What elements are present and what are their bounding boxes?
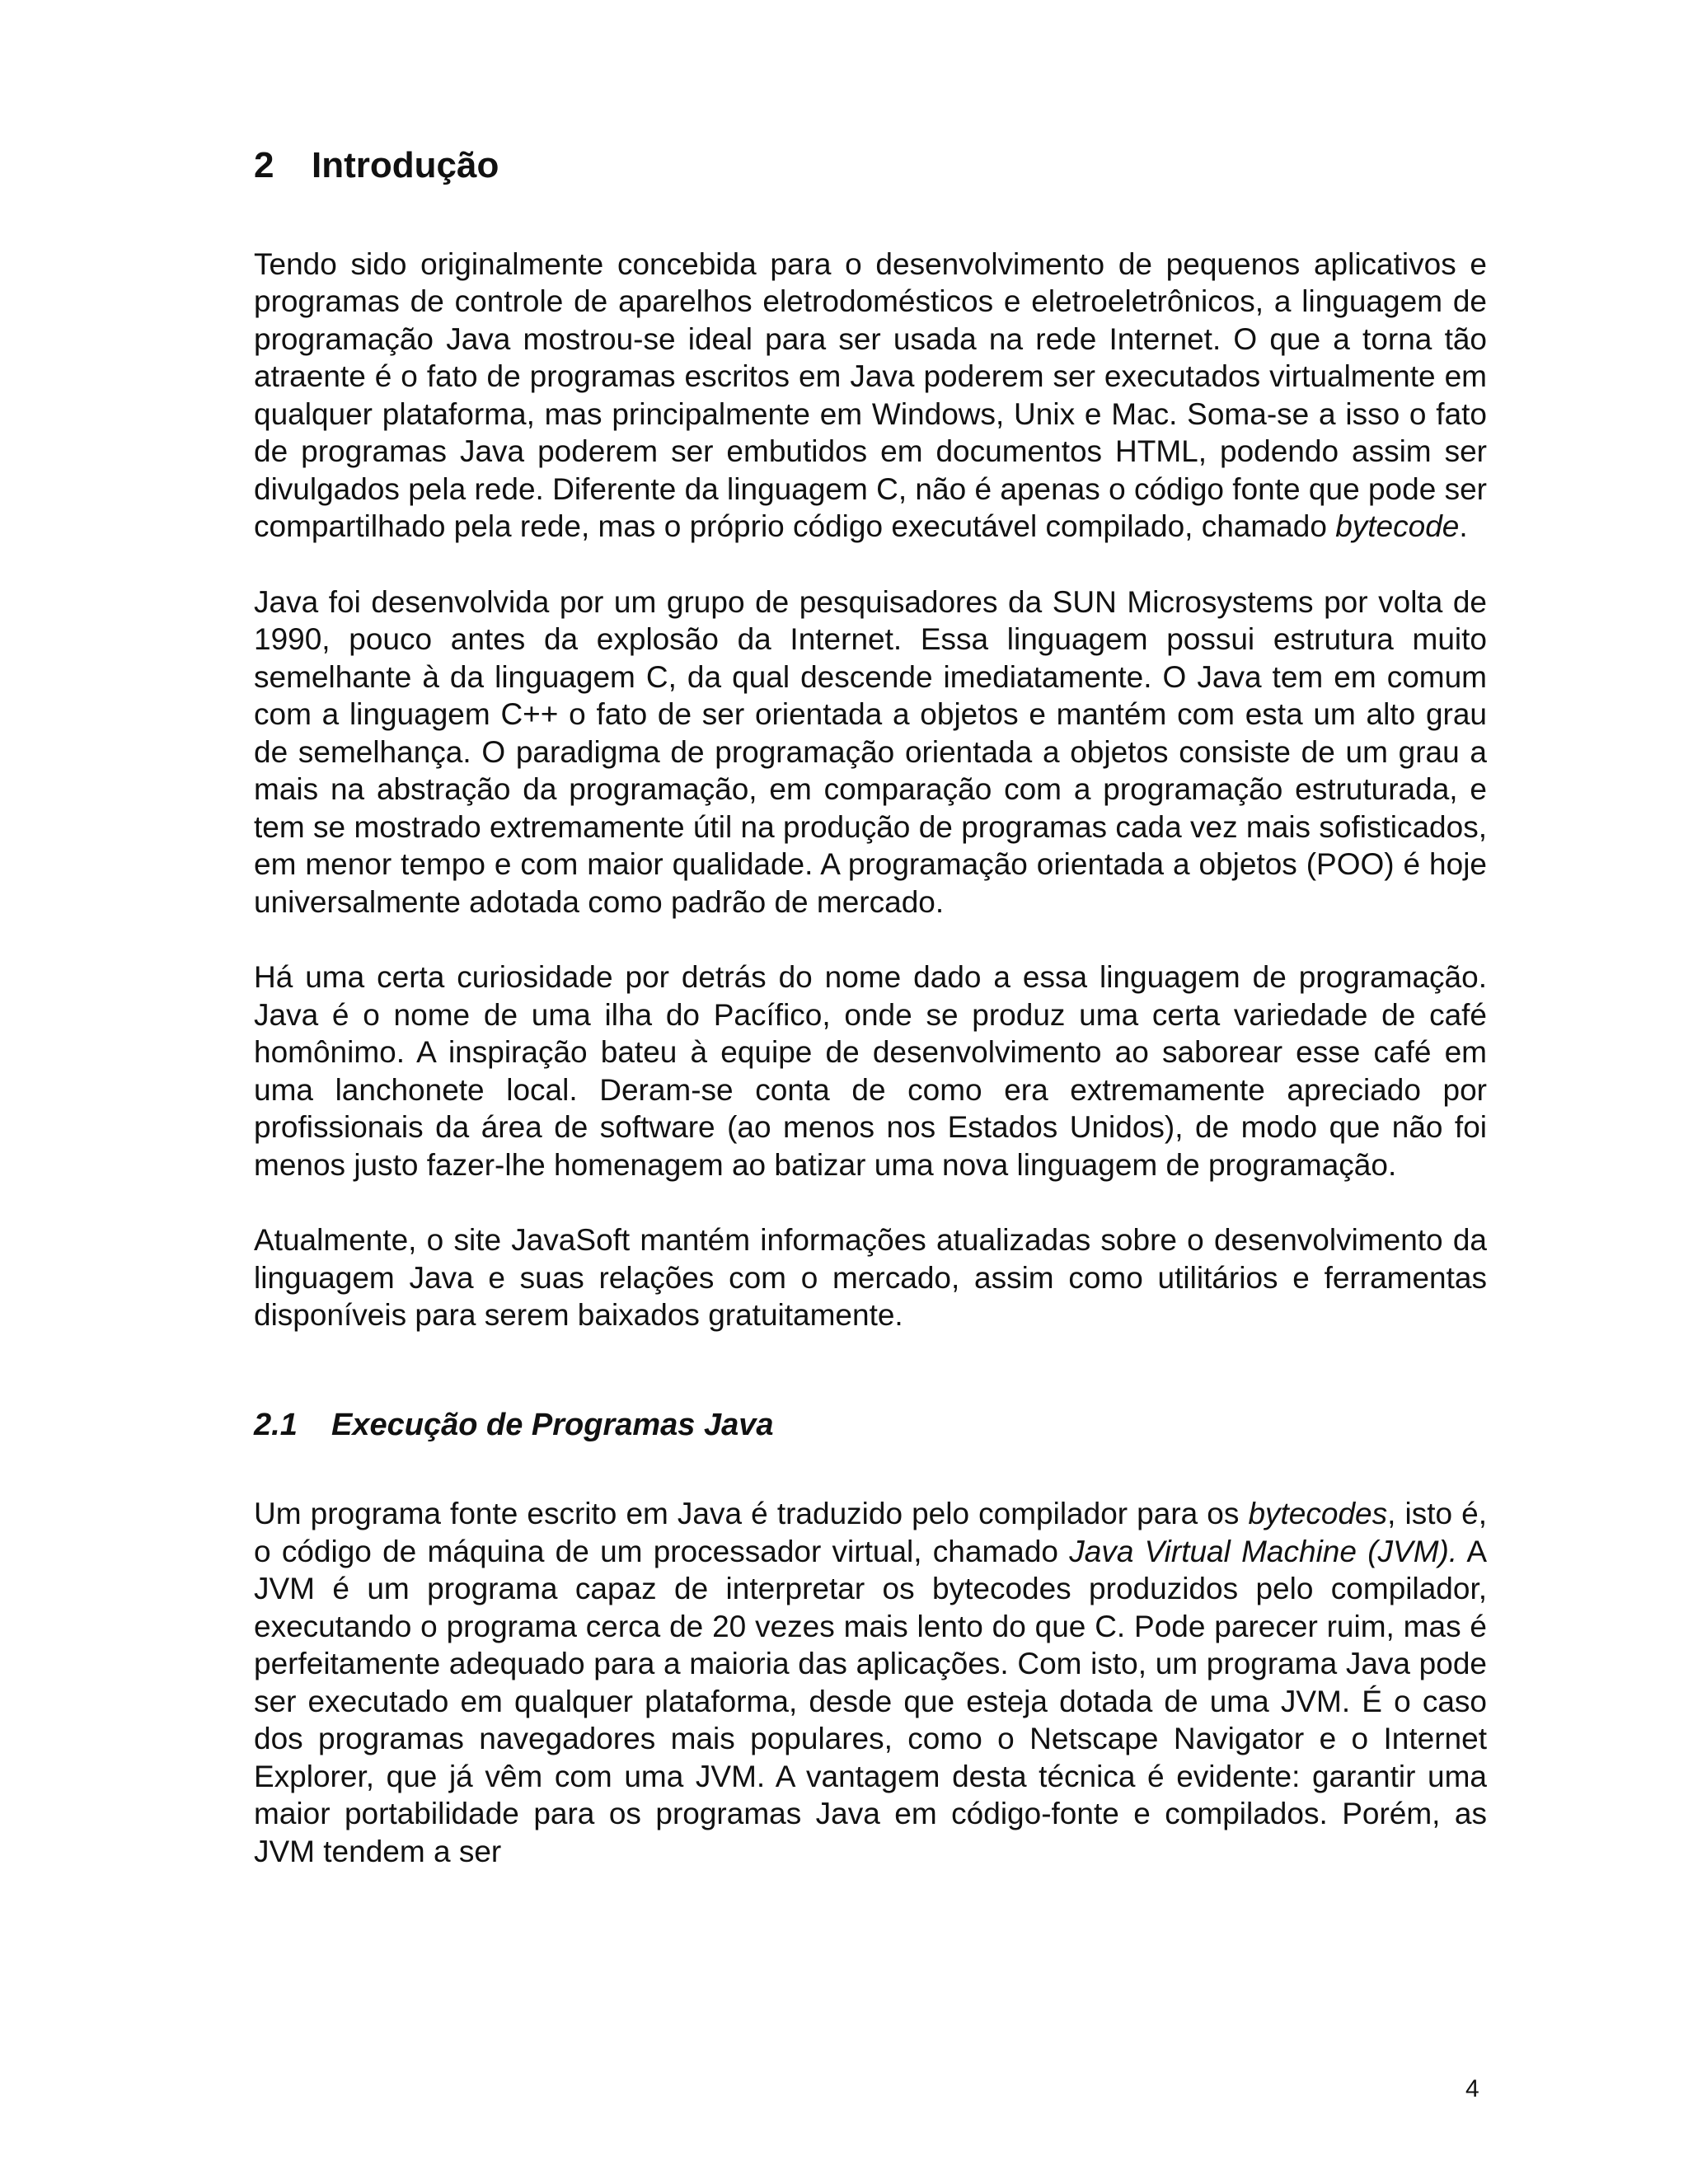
paragraph-1-end: . [1459,509,1468,544]
page-number: 4 [1465,2075,1479,2102]
paragraph-1-text: Tendo sido originalmente concebida para o desenvolvimento de pequenos aplicativos e programas de controle de aparelhos eletrodomésticos e eletroeletrônicos, a linguagem de programação Java mostrou-se ideal para ser usada na rede Internet. O que a torna tão atraente é o fato de programas escritos em Java poderem ser executados virtualmente em qualquer plataforma, mas principalmente em Windows, Unix e Mac. Soma-se a isso o fato de programas Java poderem ser embutidos em documentos HTML, podendo assim ser divulgados pela rede. Diferente da linguagem C, não é apenas o código fonte que pode ser compartilhado pela rede, mas o próprio código executável compilado, chamado [254,246,1487,544]
paragraph-4: Atualmente, o site JavaSoft mantém informações atualizadas sobre o desenvolvimento da linguagem Java e suas relações com o mercado, assim como utilitários e ferramentas disponíveis para serem baixados gratuitamente. [254,1223,1487,1333]
subsection-paragraph-italic-jvm: Java Virtual Machine (JVM). [1069,1534,1458,1568]
subsection-paragraph-part-c: , isto é, o código de máquina de um processador virtual, chamado [254,1497,1487,1568]
subsection-paragraph-italic-bytecodes: bytecodes [1248,1497,1388,1531]
subsection-number: 2.1 [254,1407,298,1442]
subsection-paragraph-part-e: A JVM é um programa capaz de interpretar os bytecodes produzidos pelo compilador, executando o programa cerca de 20 vezes mais lento do que C. Pode parecer ruim, mas é perfeitamente adequado para a maioria das aplicações. Com isto, um programa Java pode ser executado em qualquer plataforma, desde que esteja dotada de uma JVM. É o caso dos programas navegadores mais populares, como o Netscape Navigator e o Internet Explorer, que já vêm com uma JVM. A vantagem desta técnica é evidente: garantir uma maior portabilidade para os programas Java em código-fonte e compilados. Porém, as JVM tendem a ser [254,1534,1488,1868]
paragraph-1 [254,246,1487,546]
section-number: 2 [254,145,274,185]
section-title: Introdução [312,145,499,185]
paragraph-2: Java foi desenvolvida por um grupo de pesquisadores da SUN Microsystems por volta de 1990, pouco antes da explosão da Internet. Essa linguagem possui estrutura muito semelhante à da linguagem C, da qual descende imediatamente. O Java tem em comum com a linguagem C++ o fato de ser orientada a objetos e mantém com esta um alto grau de semelhança. O paradigma de programação orientada a objetos consiste de um grau a mais na abstração da programação, em comparação com a programação estruturada, e tem se mostrado extremamente útil na produção de programas cada vez mais sofisticados, em menor tempo e com maior qualidade. A programação orientada a objetos (POO) é hoje universalmente adotada como padrão de mercado. [254,584,1487,919]
subsection-heading [254,1407,1487,1445]
subsection-paragraph [254,1495,1487,1870]
section-heading [254,144,1487,188]
page-content [254,144,1487,1908]
subsection-title: Execução de Programas Java [331,1407,774,1442]
paragraph-1-italic-term: bytecode [1335,509,1460,544]
subsection-paragraph-part-a: Um programa fonte escrito em Java é traduzido pelo compilador para os [254,1497,1249,1531]
paragraph-3: Há uma certa curiosidade por detrás do nome dado a essa linguagem de programação. Java é o nome de uma ilha do Pacífico, onde se produz uma certa variedade de café homônimo. A inspiração bateu à equipe de desenvolvimento ao saborear esse café em uma lanchonete local. Deram-se conta de como era extremamente apreciado por profissionais da área de software (ao menos nos Estados Unidos), de modo que não foi menos justo fazer-lhe homenagem ao batizar uma nova linguagem de programação. [254,960,1487,1182]
